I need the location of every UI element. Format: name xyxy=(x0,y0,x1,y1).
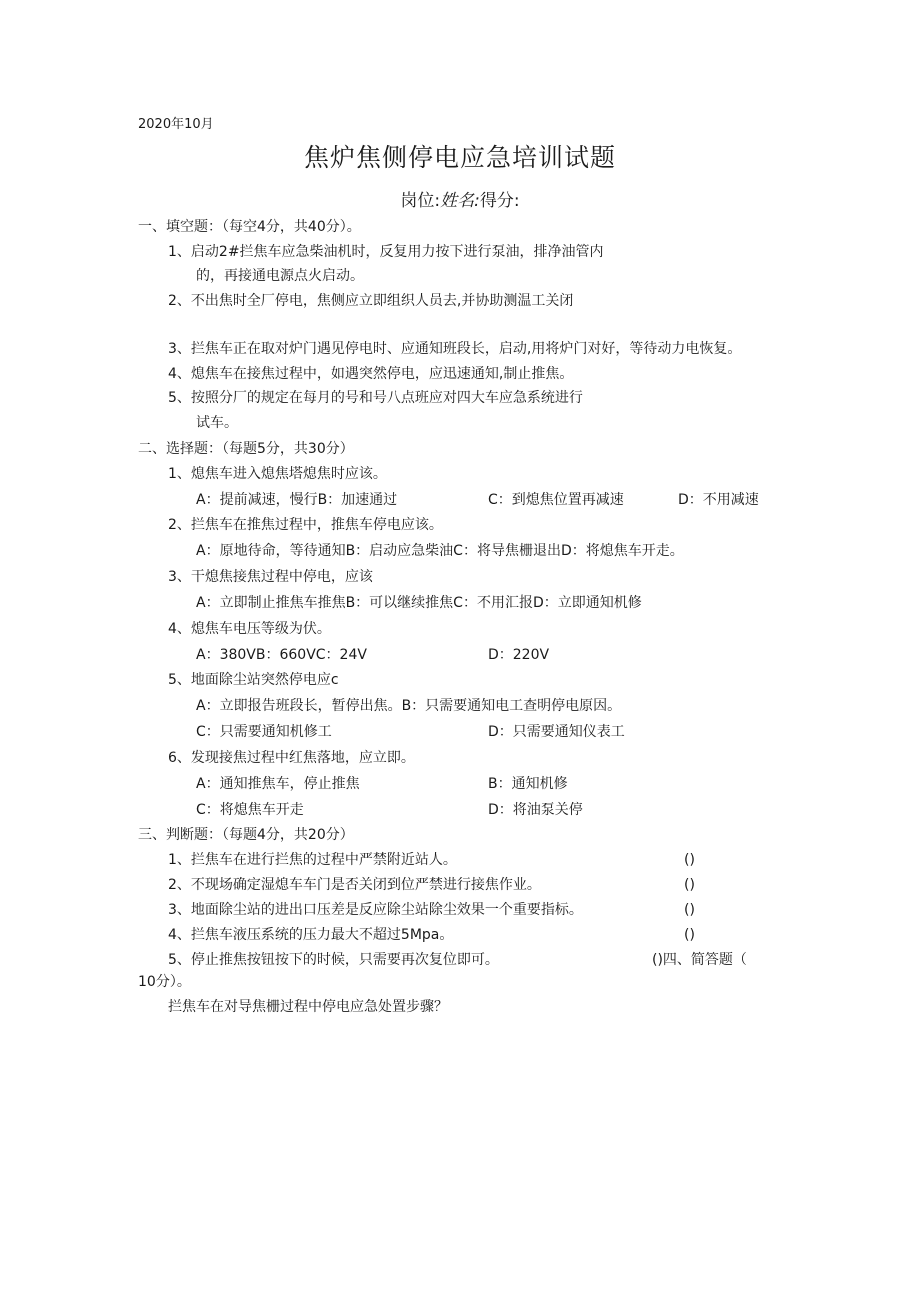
choice-question-6-option-d: D：将油泵关停 xyxy=(488,802,583,818)
choice-question-4: 4、熄焦车电压等级为伏。 xyxy=(168,621,331,637)
short-answer-question: 拦焦车在对导焦栅过程中停电应急处置步骤？ xyxy=(168,999,448,1015)
choice-question-6-option-c: C：将熄焦车开走 xyxy=(196,802,304,818)
fill-question-4: 4、熄焦车在接焦过程中，如遇突然停电，应迅速通知,制止推焦。 xyxy=(168,366,574,382)
header-fields xyxy=(0,190,920,212)
fill-question-3: 3、拦焦车正在取对炉门遇见停电时、应通知班段长，启动,用将炉门对好，等待动力电恢复。 xyxy=(168,341,742,357)
choice-question-3-options: A：立即制止推焦车推焦B：可以继续推焦C：不用汇报D：立即通知机修 xyxy=(196,595,642,611)
document-date: 2020年10月 xyxy=(138,117,214,132)
choice-question-1-option-c: C：到熄焦位置再减速 xyxy=(488,492,624,508)
choice-question-4-options-abc: A：380VB：660VC：24V xyxy=(196,647,367,663)
judge-answer-blank-5-and-section4-heading: ()四、简答题（ xyxy=(652,952,747,968)
judge-answer-blank-2: () xyxy=(684,877,695,893)
choice-question-1: 1、熄焦车进入熄焦塔熄焦时应该。 xyxy=(168,466,387,482)
choice-question-4-option-d: D：220V xyxy=(488,647,550,663)
name-field-label: 姓名: xyxy=(440,191,480,211)
fill-question-1-continued: 的，再接通电源点火启动。 xyxy=(196,268,364,284)
choice-question-2-options: A：原地待命，等待通知B：启动应急柴油C：将导焦栅退出D：将熄焦车开走。 xyxy=(196,543,684,559)
choice-question-6-option-b: B：通知机修 xyxy=(488,776,568,792)
choice-question-2: 2、拦焦车在推焦过程中，推焦车停电应该。 xyxy=(168,517,443,533)
choice-question-6: 6、发现接焦过程中红焦落地，应立即。 xyxy=(168,750,415,766)
judge-question-3: 3、地面除尘站的进出口压差是反应除尘站除尘效果一个重要指标。 xyxy=(168,902,583,918)
score-field-label: 得分: xyxy=(479,191,520,211)
position-field-label: 岗位: xyxy=(400,191,441,211)
judge-answer-blank-4: () xyxy=(684,927,695,943)
choice-question-5-option-d: D：只需要通知仪表工 xyxy=(488,724,625,740)
section1-heading: 一、填空题：（每空4分，共40分）。 xyxy=(138,219,361,235)
choice-question-1-option-d: D：不用减速 xyxy=(678,492,759,508)
judge-answer-blank-1: () xyxy=(684,852,695,868)
judge-question-5: 5、停止推焦按钮按下的时候，只需要再次复位即可。 xyxy=(168,952,499,968)
fill-question-5-continued: 试车。 xyxy=(196,415,238,431)
section4-heading-continued: 10分）。 xyxy=(138,974,191,990)
choice-question-3: 3、干熄焦接焦过程中停电，应该 xyxy=(168,569,373,585)
judge-answer-blank-3: () xyxy=(684,902,695,918)
fill-question-1: 1、启动2#拦焦车应急柴油机时，反复用力按下进行泵油，排净油管内 xyxy=(168,244,604,260)
section3-heading: 三、判断题：（每题4分，共20分） xyxy=(138,827,354,843)
judge-question-4: 4、拦焦车液压系统的压力最大不超过5Mpa。 xyxy=(168,927,454,943)
judge-question-1: 1、拦焦车在进行拦焦的过程中严禁附近站人。 xyxy=(168,852,457,868)
choice-question-1-options-ab: A：提前减速，慢行B：加速通过 xyxy=(196,492,398,508)
fill-question-5: 5、按照分厂的规定在每月的号和号八点班应对四大车应急系统进行 xyxy=(168,390,583,406)
choice-question-5-option-c: C：只需要通知机修工 xyxy=(196,724,332,740)
document-title: 焦炉焦侧停电应急培训试题 xyxy=(303,143,616,172)
fill-question-2: 2、不出焦时全厂停电，焦侧应立即组织人员去,并协助测温工关闭 xyxy=(168,293,574,309)
judge-question-2: 2、不现场确定湿熄车车门是否关闭到位严禁进行接焦作业。 xyxy=(168,877,541,893)
section2-heading: 二、选择题：（每题5分，共30分） xyxy=(138,441,354,457)
choice-question-6-option-a: A：通知推焦车，停止推焦 xyxy=(196,776,360,792)
choice-question-5: 5、地面除尘站突然停电应c xyxy=(168,672,339,688)
choice-question-5-options-ab: A：立即报告班段长，暂停出焦。B：只需要通知电工查明停电原因。 xyxy=(196,698,622,714)
